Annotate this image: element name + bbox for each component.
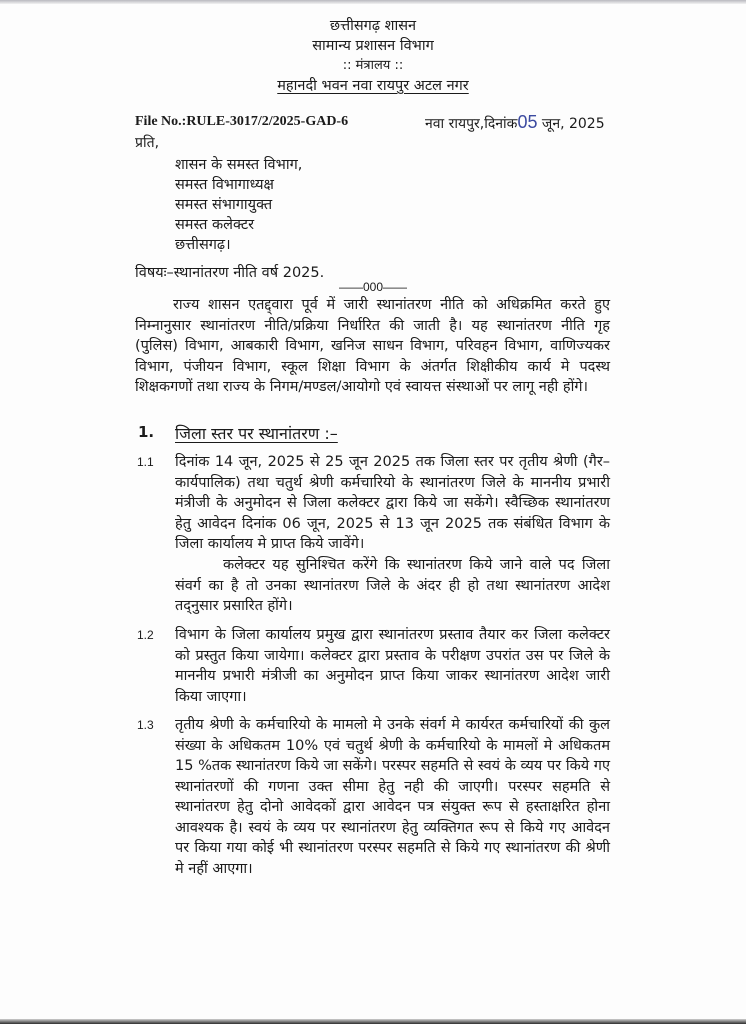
clause-text-continued: कलेक्टर यह सुनिश्चित करेंगे कि स्थानांतरण किये जाने वाले पद जिला संवर्ग का है तो उनका स्थानांतरण जिले के अंदर ही हो तथा स्थानांतरण आदेश तद्नुसार प्रसारित होंगे। bbox=[175, 557, 610, 614]
header-address-row bbox=[0, 76, 746, 96]
header-government: छत्तीसगढ़ शासन bbox=[329, 18, 417, 34]
place-date bbox=[425, 114, 605, 133]
header-ministry: :: मंत्रालय :: bbox=[342, 58, 404, 73]
clause-text: तृतीय श्रेणी के कर्मचारियो के मामलो मे उनके संवर्ग मे कार्यरत कर्मचारियों की कुल संख्या के अधिकतम 10% एवं चतुर्थ श्रेणी के कर्मचारियो के मामलों मे अधिकतम 15 %तक स्थानांतरण किये जा सकेंगे। परस्पर सहमति से स्वयं के व्यय पर किये गए स्थानांतरणों की गणना उक्त सीमा हेतु नही की जाएगी। परस्पर सहमति से स्थानांतरण हेतु दोनो आवेदकों द्वारा आवेदन पत्र संयुक्त रूप से हस्ताक्षरित होना आवश्यक है। स्वयं के व्यय पर स्थानांतरण हेतु व्यक्तिगत रूप से किये गए आवेदन पर किया गया कोई भी स्थानांतरण परस्पर सहमति से किये गए स्थानांतरण की श्रेणी मे नहीं आएगा। bbox=[175, 717, 610, 877]
section-number: 1. bbox=[138, 423, 155, 441]
file-number: File No.:RULE-3017/2/2025-GAD-6 bbox=[135, 114, 349, 129]
scan-bottom-edge bbox=[0, 1019, 746, 1024]
handwritten-date-day: 05 bbox=[517, 112, 538, 132]
clause-text: विभाग के जिला कार्यालय प्रमुख द्वारा स्थानांतरण प्रस्ताव तैयार कर जिला कलेक्टर को प्रस्तुत किया जायेगा। कलेक्टर द्वारा प्रस्ताव के परीक्षण उपरांत उस पर जिले के माननीय प्रभारी मंत्रीजी का अनुमोदन प्राप्त किया जाकर स्थानांतरण आदेश जारी किया जाएगा। bbox=[175, 627, 610, 705]
recipient-item: छत्तीसगढ़। bbox=[175, 237, 231, 253]
recipient-item: शासन के समस्त विभाग, bbox=[175, 157, 303, 173]
intro-paragraph: राज्य शासन एतद्द्वारा पूर्व में जारी स्थानांतरण नीति को अधिक्रमित करते हुए निम्नानुसार स्थानांतरण नीति/प्रक्रिया निर्धारित की जाती है। यह स्थानांतरण नीति गृह (पुलिस) विभाग, आबकारी विभाग, खनिज साधन विभाग, परिवहन विभाग, वाणिज्यकर विभाग, पंजीयन विभाग, स्कूल शिक्षा विभाग के अंतर्गत शिक्षीकीय कार्य मे पदस्थ शिक्षकगणों तथा राज्य के निगम/मण्डल/आयोगो एवं स्वायत्त संस्थाओं पर लागू नही होंगे। bbox=[135, 297, 610, 395]
clause-number: 1.3 bbox=[137, 718, 154, 732]
place-date-prefix: नवा रायपुर,दिनांक bbox=[425, 116, 518, 132]
date-month-year: जून, 2025 bbox=[537, 116, 605, 132]
recipient-list bbox=[175, 155, 302, 255]
clause-number: 1.2 bbox=[137, 628, 154, 642]
recipient-item: समस्त विभागाध्यक्ष bbox=[175, 177, 274, 193]
clause-text: दिनांक 14 जून, 2025 से 25 जून 2025 तक जिला स्तर पर तृतीय श्रेणी (गैर–कार्यपालिक) तथा चतुर्थ श्रेणी कर्मचारियो के स्थानांतरण जिले के माननीय प्रभारी मंत्रीजी के अनुमोदन से जिला कलेक्टर द्वारा किये जा सकेंगे। स्वैच्छिक स्थानांतरण हेतु आवेदन दिनांक 06 जून, 2025 से 13 जून 2025 तक संबंधित विभाग के जिला कार्यालय मे प्राप्त किये जावेंगे। bbox=[175, 454, 610, 552]
recipient-item: समस्त कलेक्टर bbox=[175, 217, 255, 233]
separator: ——000—— bbox=[338, 280, 408, 294]
clause-number: 1.1 bbox=[137, 455, 154, 469]
subject-line: विषयः–स्थानांतरण नीति वर्ष 2025. bbox=[135, 265, 325, 281]
section-title: जिला स्तर पर स्थानांतरण :– bbox=[175, 424, 338, 443]
header-address: महानदी भवन नवा रायपुर अटल नगर bbox=[277, 78, 469, 94]
header-department: सामान्य प्रशासन विभाग bbox=[312, 38, 434, 54]
recipient-item: समस्त संभागायुक्त bbox=[175, 197, 273, 213]
addressee-label: प्रति, bbox=[135, 135, 160, 151]
